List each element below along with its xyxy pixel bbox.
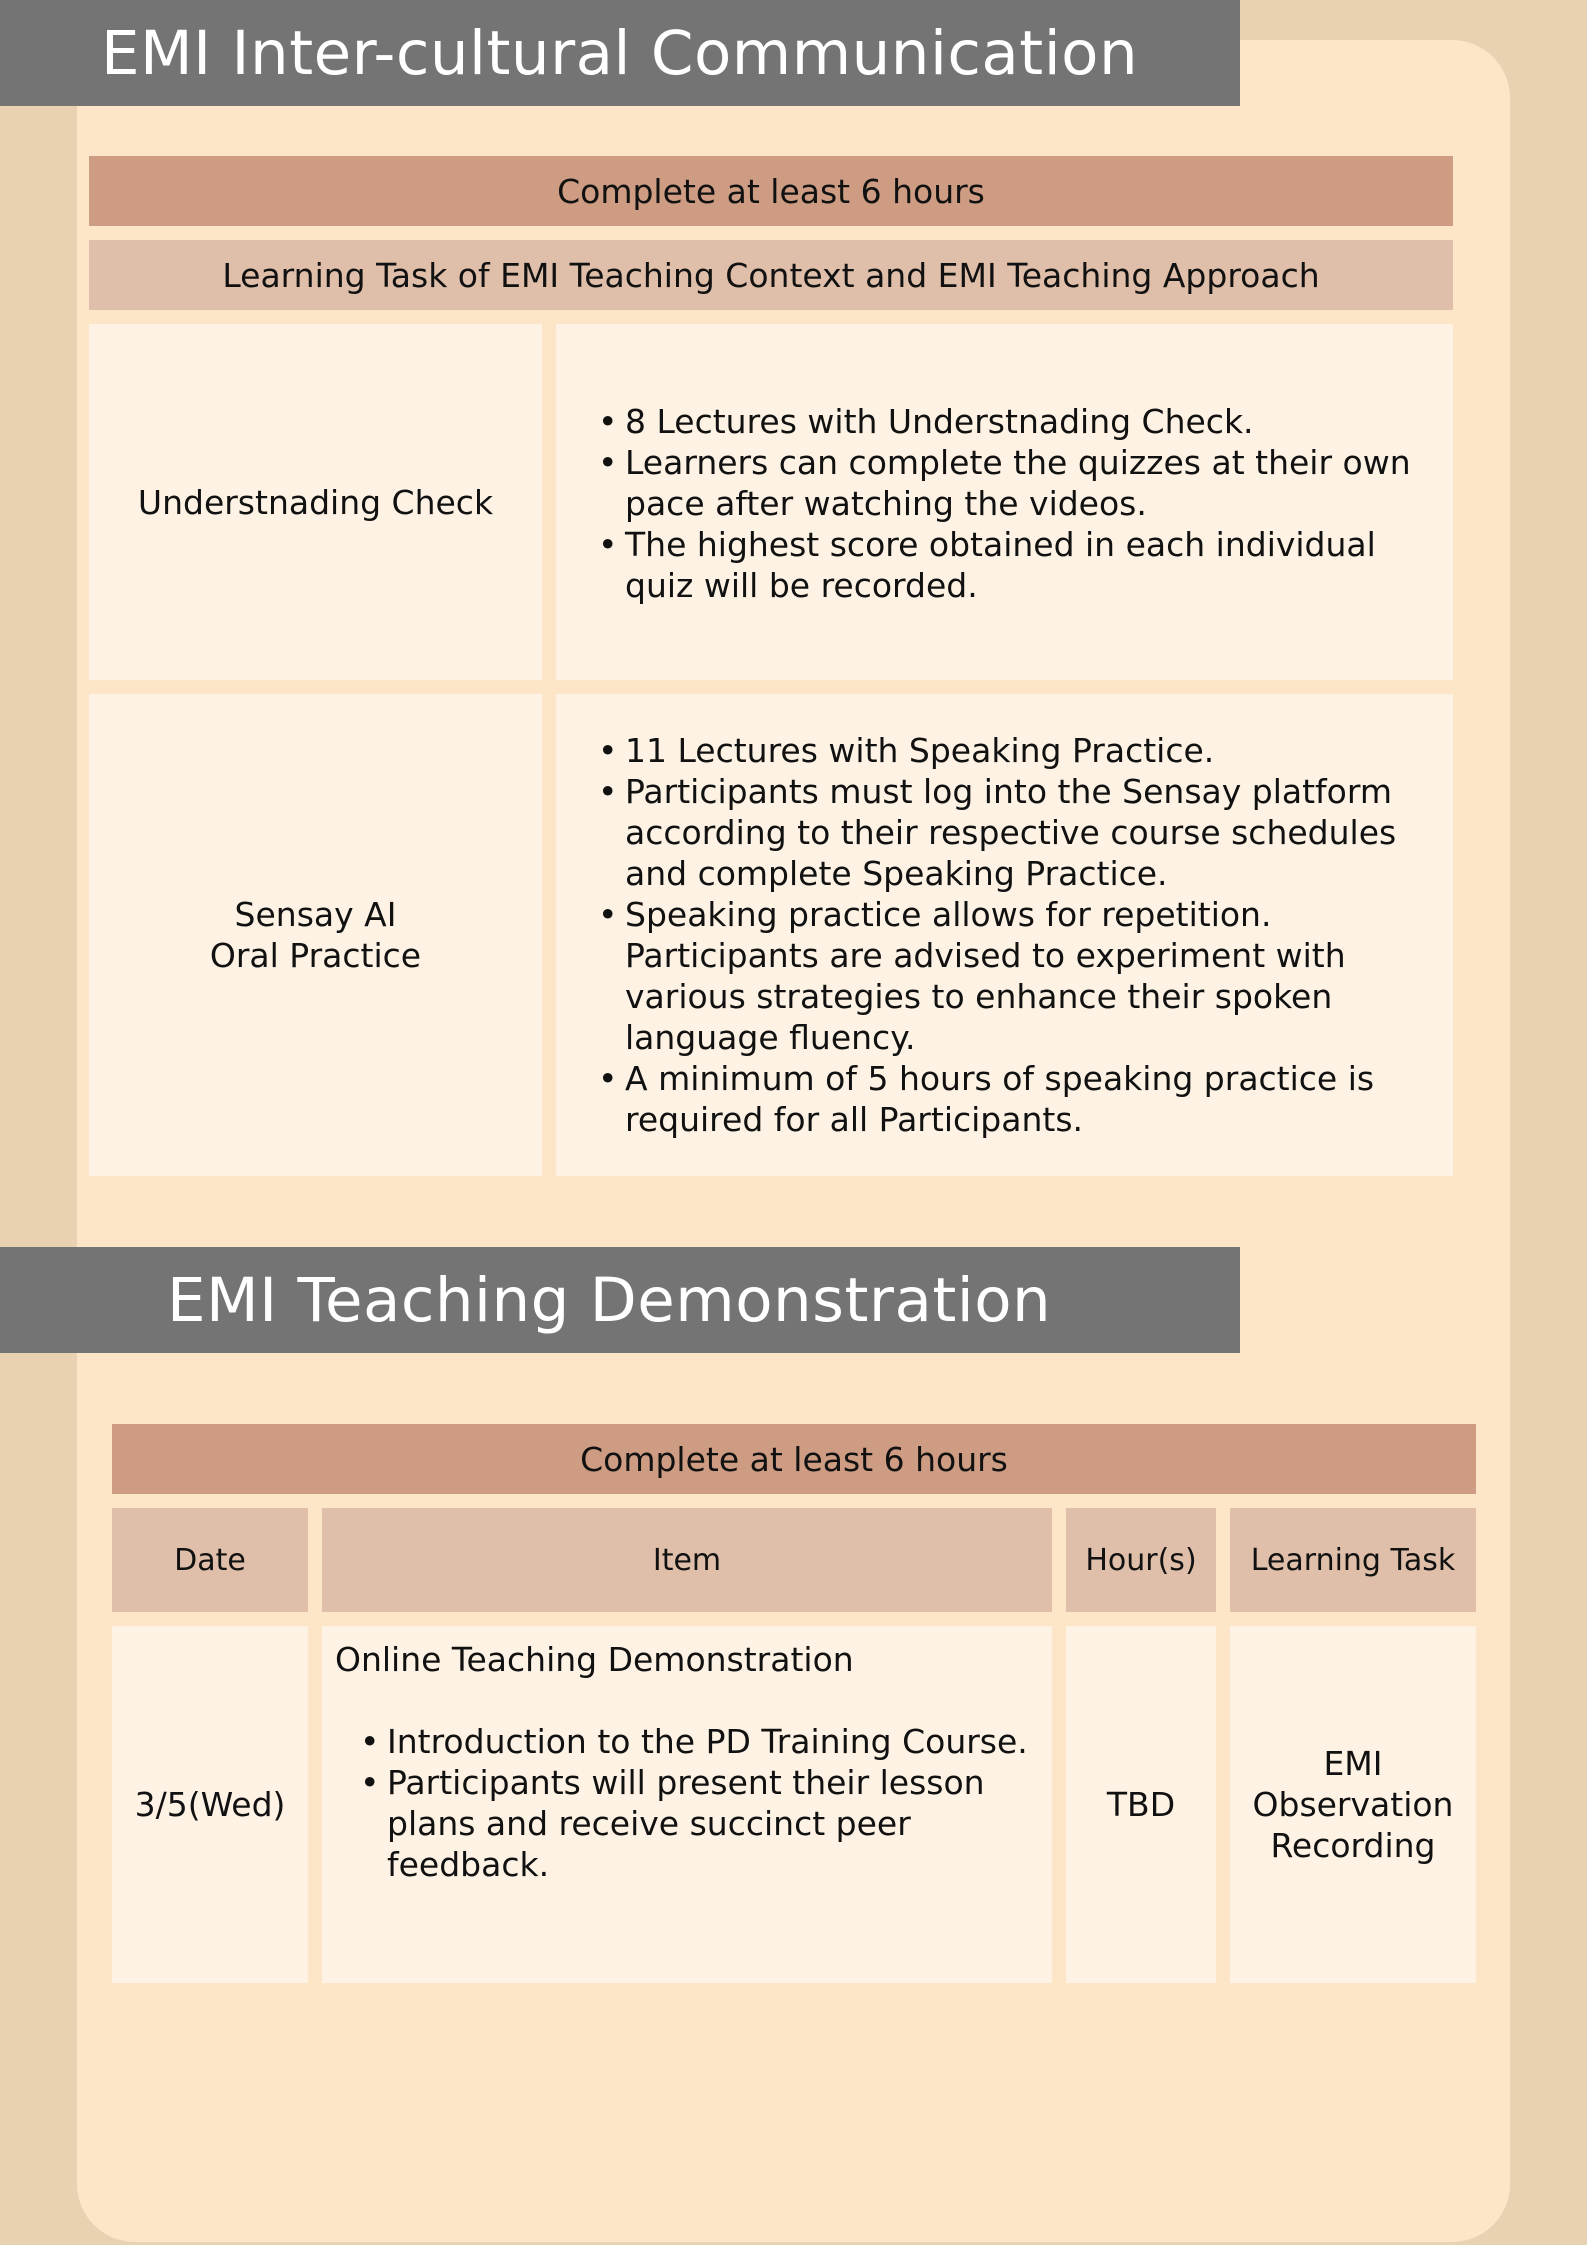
item-title: Online Teaching Demonstration xyxy=(335,1640,854,1679)
hours-value: TBD xyxy=(1106,1785,1176,1824)
column-header-date: Date xyxy=(112,1508,308,1612)
row-label-sensay-ai xyxy=(89,694,542,1176)
row-label-text: Sensay AI xyxy=(234,895,397,934)
bullet-item: • 8 Lectures with Understnading Check. xyxy=(590,401,1433,442)
bullet-item: • 11 Lectures with Speaking Practice. xyxy=(590,730,1433,771)
task-text: EMI xyxy=(1323,1744,1383,1783)
task-text: Observation xyxy=(1252,1785,1454,1824)
bullet-item: • Participants must log into the Sensay platform according to their respective course schedules and complete Speaking Practice. xyxy=(590,771,1433,894)
row-details-sensay-ai xyxy=(556,694,1453,1176)
requirement-header-2: Complete at least 6 hours xyxy=(112,1424,1476,1494)
bullet-item: • Introduction to the PD Training Course. xyxy=(352,1721,1038,1762)
row-details-understanding-check xyxy=(556,324,1453,680)
column-header-hours: Hour(s) xyxy=(1066,1508,1216,1612)
bullet-item: • Speaking practice allows for repetition. Participants are advised to experiment with various strategies to enhance their spoken language fluency. xyxy=(590,894,1433,1058)
bullet-item: • A minimum of 5 hours of speaking practice is required for all Participants. xyxy=(590,1058,1433,1140)
row-label-text: Understnading Check xyxy=(137,482,494,522)
cell-item xyxy=(322,1626,1052,1983)
bullet-item: • The highest score obtained in each individual quiz will be recorded. xyxy=(590,524,1433,606)
row-label-text: Oral Practice xyxy=(209,936,422,975)
requirement-header: Complete at least 6 hours xyxy=(89,156,1453,226)
row-label-understanding-check xyxy=(89,324,542,680)
cell-learning-task xyxy=(1230,1626,1476,1983)
bullet-item: • Participants will present their lesson plans and receive succinct peer feedback. xyxy=(352,1762,1038,1885)
cell-date xyxy=(112,1626,308,1983)
cell-hours xyxy=(1066,1626,1216,1983)
learning-task-subheader: Learning Task of EMI Teaching Context and EMI Teaching Approach xyxy=(89,240,1453,310)
section-title-teaching-demo: EMI Teaching Demonstration xyxy=(0,1247,1240,1353)
section-title-intercultural: EMI Inter-cultural Communication xyxy=(0,0,1240,106)
column-header-item: Item xyxy=(322,1508,1052,1612)
bullet-item: • Learners can complete the quizzes at their own pace after watching the videos. xyxy=(590,442,1433,524)
date-value: 3/5(Wed) xyxy=(134,1785,286,1824)
task-text: Recording xyxy=(1270,1826,1436,1865)
column-header-learning-task: Learning Task xyxy=(1230,1508,1476,1612)
